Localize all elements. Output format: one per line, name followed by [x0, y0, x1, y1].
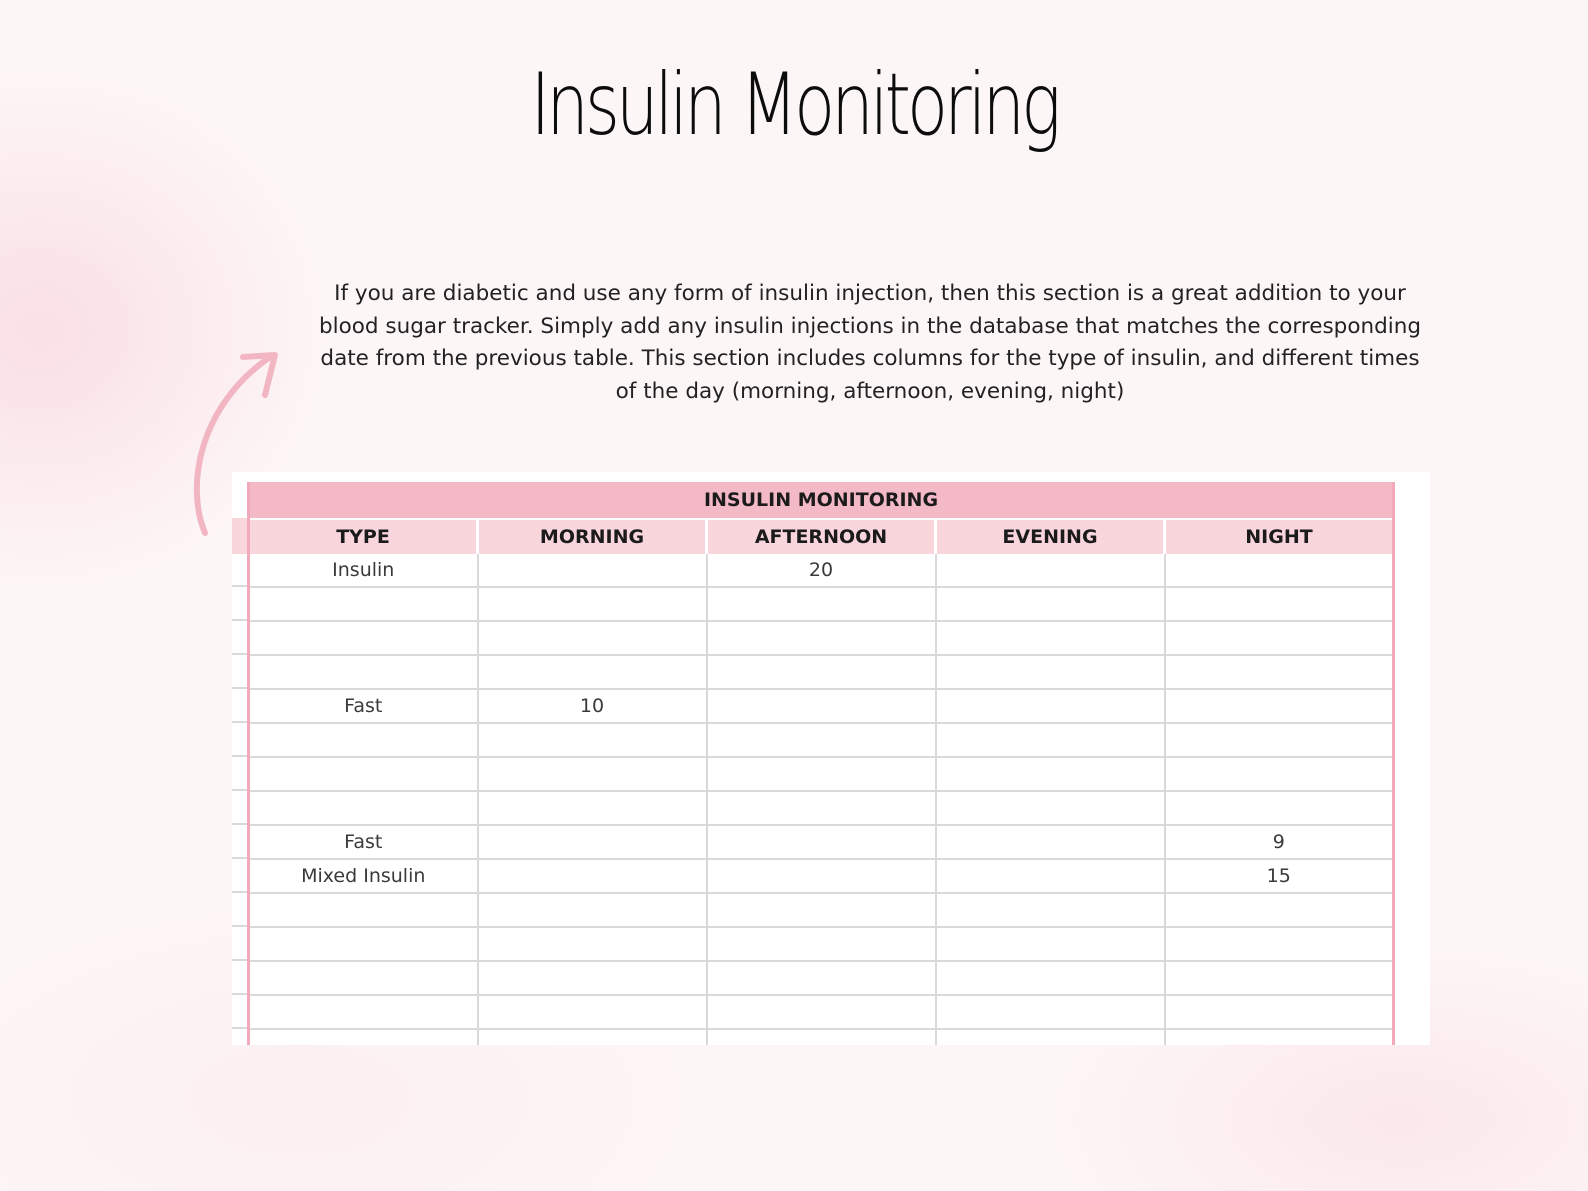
table-cell-evening[interactable] — [936, 893, 1165, 927]
table-cell-morning[interactable] — [478, 1029, 707, 1045]
table-cell-evening[interactable] — [936, 791, 1165, 825]
table-cell-afternoon[interactable] — [707, 757, 936, 791]
table-cell-night[interactable] — [1165, 757, 1394, 791]
table-cell-night[interactable] — [1165, 587, 1394, 621]
table-cell-morning[interactable] — [478, 927, 707, 961]
table-cell-type[interactable] — [249, 961, 478, 995]
table-row — [249, 791, 1394, 825]
table-cell-afternoon[interactable] — [707, 655, 936, 689]
table-cell-evening[interactable] — [936, 859, 1165, 893]
table-cell-morning[interactable] — [478, 723, 707, 757]
table-row — [249, 587, 1394, 621]
table-row — [249, 689, 1394, 723]
table-cell-evening[interactable] — [936, 723, 1165, 757]
table-cell-night[interactable]: 15 — [1165, 859, 1394, 893]
insulin-table-panel — [232, 472, 1430, 1045]
table-cell-type[interactable] — [249, 655, 478, 689]
table-cell-evening[interactable] — [936, 1029, 1165, 1045]
table-cell-type[interactable] — [249, 757, 478, 791]
table-cell-night[interactable] — [1165, 995, 1394, 1029]
table-cell-type[interactable]: Fast — [249, 825, 478, 859]
table-cell-afternoon[interactable]: 20 — [707, 554, 936, 587]
table-cell-morning[interactable] — [478, 859, 707, 893]
table-cell-morning[interactable]: 10 — [478, 689, 707, 723]
table-row — [249, 621, 1394, 655]
table-cell-night[interactable] — [1165, 893, 1394, 927]
table-cell-afternoon[interactable] — [707, 689, 936, 723]
table-row — [249, 927, 1394, 961]
table-cell-evening[interactable] — [936, 621, 1165, 655]
table-row — [249, 825, 1394, 859]
table-cell-afternoon[interactable] — [707, 587, 936, 621]
table-cell-night[interactable] — [1165, 554, 1394, 587]
table-cell-night[interactable]: 9 — [1165, 825, 1394, 859]
table-cell-afternoon[interactable] — [707, 825, 936, 859]
table-cell-type[interactable] — [249, 995, 478, 1029]
table-cell-morning[interactable] — [478, 757, 707, 791]
table-title: INSULIN MONITORING — [249, 482, 1394, 519]
table-cell-type[interactable] — [249, 893, 478, 927]
column-header-night: NIGHT — [1165, 519, 1394, 554]
table-row — [249, 554, 1394, 587]
table-cell-morning[interactable] — [478, 791, 707, 825]
table-cell-night[interactable] — [1165, 961, 1394, 995]
table-cell-type[interactable] — [249, 723, 478, 757]
table-cell-afternoon[interactable] — [707, 1029, 936, 1045]
table-cell-type[interactable]: Fast — [249, 689, 478, 723]
table-cell-evening[interactable] — [936, 689, 1165, 723]
table-cell-type[interactable] — [249, 587, 478, 621]
table-cell-morning[interactable] — [478, 893, 707, 927]
table-cell-afternoon[interactable] — [707, 621, 936, 655]
table-row — [249, 1029, 1394, 1045]
page-title: Insulin Monitoring — [530, 55, 1058, 155]
table-cell-night[interactable] — [1165, 689, 1394, 723]
table-cell-night[interactable] — [1165, 791, 1394, 825]
table-cell-afternoon[interactable] — [707, 893, 936, 927]
table-cell-type[interactable] — [249, 791, 478, 825]
table-cell-evening[interactable] — [936, 587, 1165, 621]
table-cell-evening[interactable] — [936, 554, 1165, 587]
table-cell-evening[interactable] — [936, 655, 1165, 689]
table-cell-morning[interactable] — [478, 621, 707, 655]
table-cell-night[interactable] — [1165, 655, 1394, 689]
table-cell-type[interactable] — [249, 1029, 478, 1045]
table-cell-night[interactable] — [1165, 723, 1394, 757]
table-cell-evening[interactable] — [936, 757, 1165, 791]
table-cell-night[interactable] — [1165, 621, 1394, 655]
table-cell-type[interactable] — [249, 927, 478, 961]
table-cell-afternoon[interactable] — [707, 961, 936, 995]
table-cell-morning[interactable] — [478, 655, 707, 689]
column-header-evening: EVENING — [936, 519, 1165, 554]
table-cell-evening[interactable] — [936, 825, 1165, 859]
table-row — [249, 859, 1394, 893]
table-cell-morning[interactable] — [478, 825, 707, 859]
table-header-row — [249, 519, 1394, 554]
table-cell-morning[interactable] — [478, 995, 707, 1029]
table-cell-evening[interactable] — [936, 961, 1165, 995]
table-cell-evening[interactable] — [936, 927, 1165, 961]
table-cell-afternoon[interactable] — [707, 859, 936, 893]
table-cell-type[interactable]: Mixed Insulin — [249, 859, 478, 893]
table-cell-type[interactable]: Insulin — [249, 554, 478, 587]
table-row — [249, 961, 1394, 995]
insulin-monitoring-table — [247, 482, 1395, 1045]
table-row — [249, 995, 1394, 1029]
table-row — [249, 757, 1394, 791]
table-cell-afternoon[interactable] — [707, 791, 936, 825]
table-cell-evening[interactable] — [936, 995, 1165, 1029]
table-cell-morning[interactable] — [478, 554, 707, 587]
column-header-morning: MORNING — [478, 519, 707, 554]
section-description: If you are diabetic and use any form of insulin injection, then this section is a great addition to your blood sugar tracker. Simply add any insulin injections in the database that matches the corresponding date from the previous table. This section includes columns for the type of insulin, and different times of the day (morning, afternoon, evening, night) — [318, 281, 1422, 404]
table-body — [249, 554, 1394, 1045]
left-column-edge — [232, 472, 248, 1045]
table-row — [249, 723, 1394, 757]
table-cell-morning[interactable] — [478, 587, 707, 621]
table-row — [249, 655, 1394, 689]
table-cell-night[interactable] — [1165, 927, 1394, 961]
column-header-afternoon: AFTERNOON — [707, 519, 936, 554]
table-cell-afternoon[interactable] — [707, 995, 936, 1029]
table-row — [249, 893, 1394, 927]
table-cell-night[interactable] — [1165, 1029, 1394, 1045]
table-cell-morning[interactable] — [478, 961, 707, 995]
table-cell-type[interactable] — [249, 621, 478, 655]
table-cell-afternoon[interactable] — [707, 927, 936, 961]
table-cell-afternoon[interactable] — [707, 723, 936, 757]
column-header-type: TYPE — [249, 519, 478, 554]
